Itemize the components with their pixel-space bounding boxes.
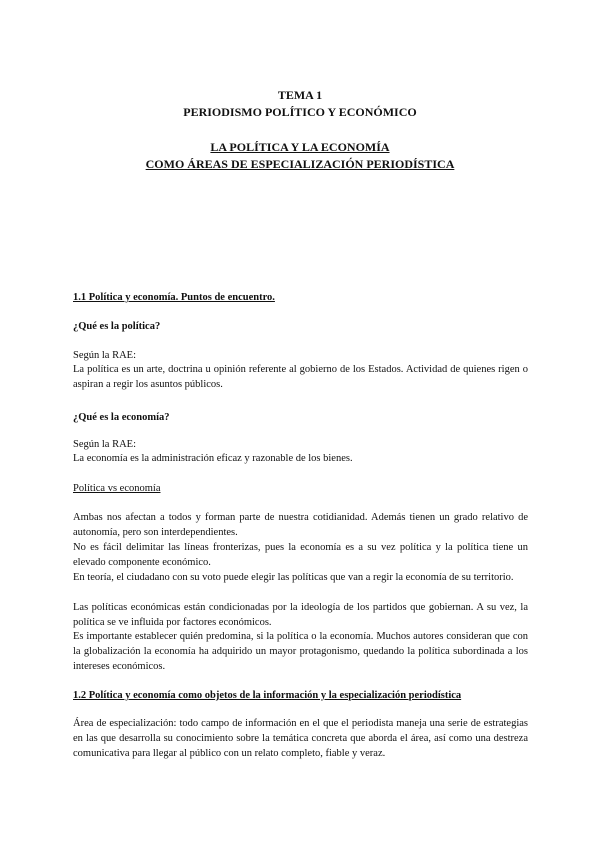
paragraph-ideology: Las políticas económicas están condicionadas por la ideología de los partidos que gobiernan. A su vez, la política se ve influida por factores económicos.: [73, 602, 528, 628]
specialization-definition: Área de especialización: todo campo de información en el que el periodista maneja una serie de estrategias en las que desarrolla su conocimiento sobre la temática concreta que aborda el área, así como una destreza comunicativa para llegar al público con un relato completo, fiable y veraz.: [73, 718, 528, 759]
topic-title: PERIODISMO POLÍTICO Y ECONÓMICO: [183, 105, 417, 119]
paragraph-citizen-vote: En teoría, el ciudadano con su voto puede elegir las políticas que van a regir la economía de su territorio.: [73, 572, 514, 583]
section-2-heading: 1.2 Política y economía como objetos de la información y la especialización periodística: [73, 690, 462, 701]
politics-vs-economy-heading: Política vs economía: [73, 483, 161, 494]
paragraph-interdependence: Ambas nos afectan a todos y forman parte de nuestra cotidianidad. Además tienen un grado relativo de autonomía, pero son interdependientes.: [73, 512, 528, 538]
paragraph-globalization: Es importante establecer quién predomina, si la política o la economía. Muchos autores consideran que con la globalización la economía ha adquirido un mayor protagonismo, quedando la política subordinada a los intereses económicos.: [73, 631, 528, 672]
rae-source-2: Según la RAE:: [73, 439, 136, 450]
question-politics: ¿Qué es la política?: [73, 321, 161, 332]
section-1-heading: 1.1 Política y economía. Puntos de encuentro.: [73, 292, 275, 303]
rae-source-1: Según la RAE:: [73, 350, 136, 361]
economy-definition: La economía es la administración eficaz y razonable de los bienes.: [73, 453, 353, 464]
paragraph-boundaries: No es fácil delimitar las líneas fronterizas, pues la economía es a su vez política y la política tiene un elevado componente económico.: [73, 542, 528, 568]
question-economy: ¿Qué es la economía?: [73, 412, 170, 423]
subtitle-line-2: COMO ÁREAS DE ESPECIALIZACIÓN PERIODÍSTICA: [145, 157, 455, 171]
politics-definition: La política es un arte, doctrina u opinión referente al gobierno de los Estados. Actividad de quienes rigen o aspiran a regir los asuntos públicos.: [73, 364, 528, 390]
topic-number: TEMA 1: [277, 88, 323, 102]
subtitle-line-1: LA POLÍTICA Y LA ECONOMÍA: [210, 140, 390, 154]
